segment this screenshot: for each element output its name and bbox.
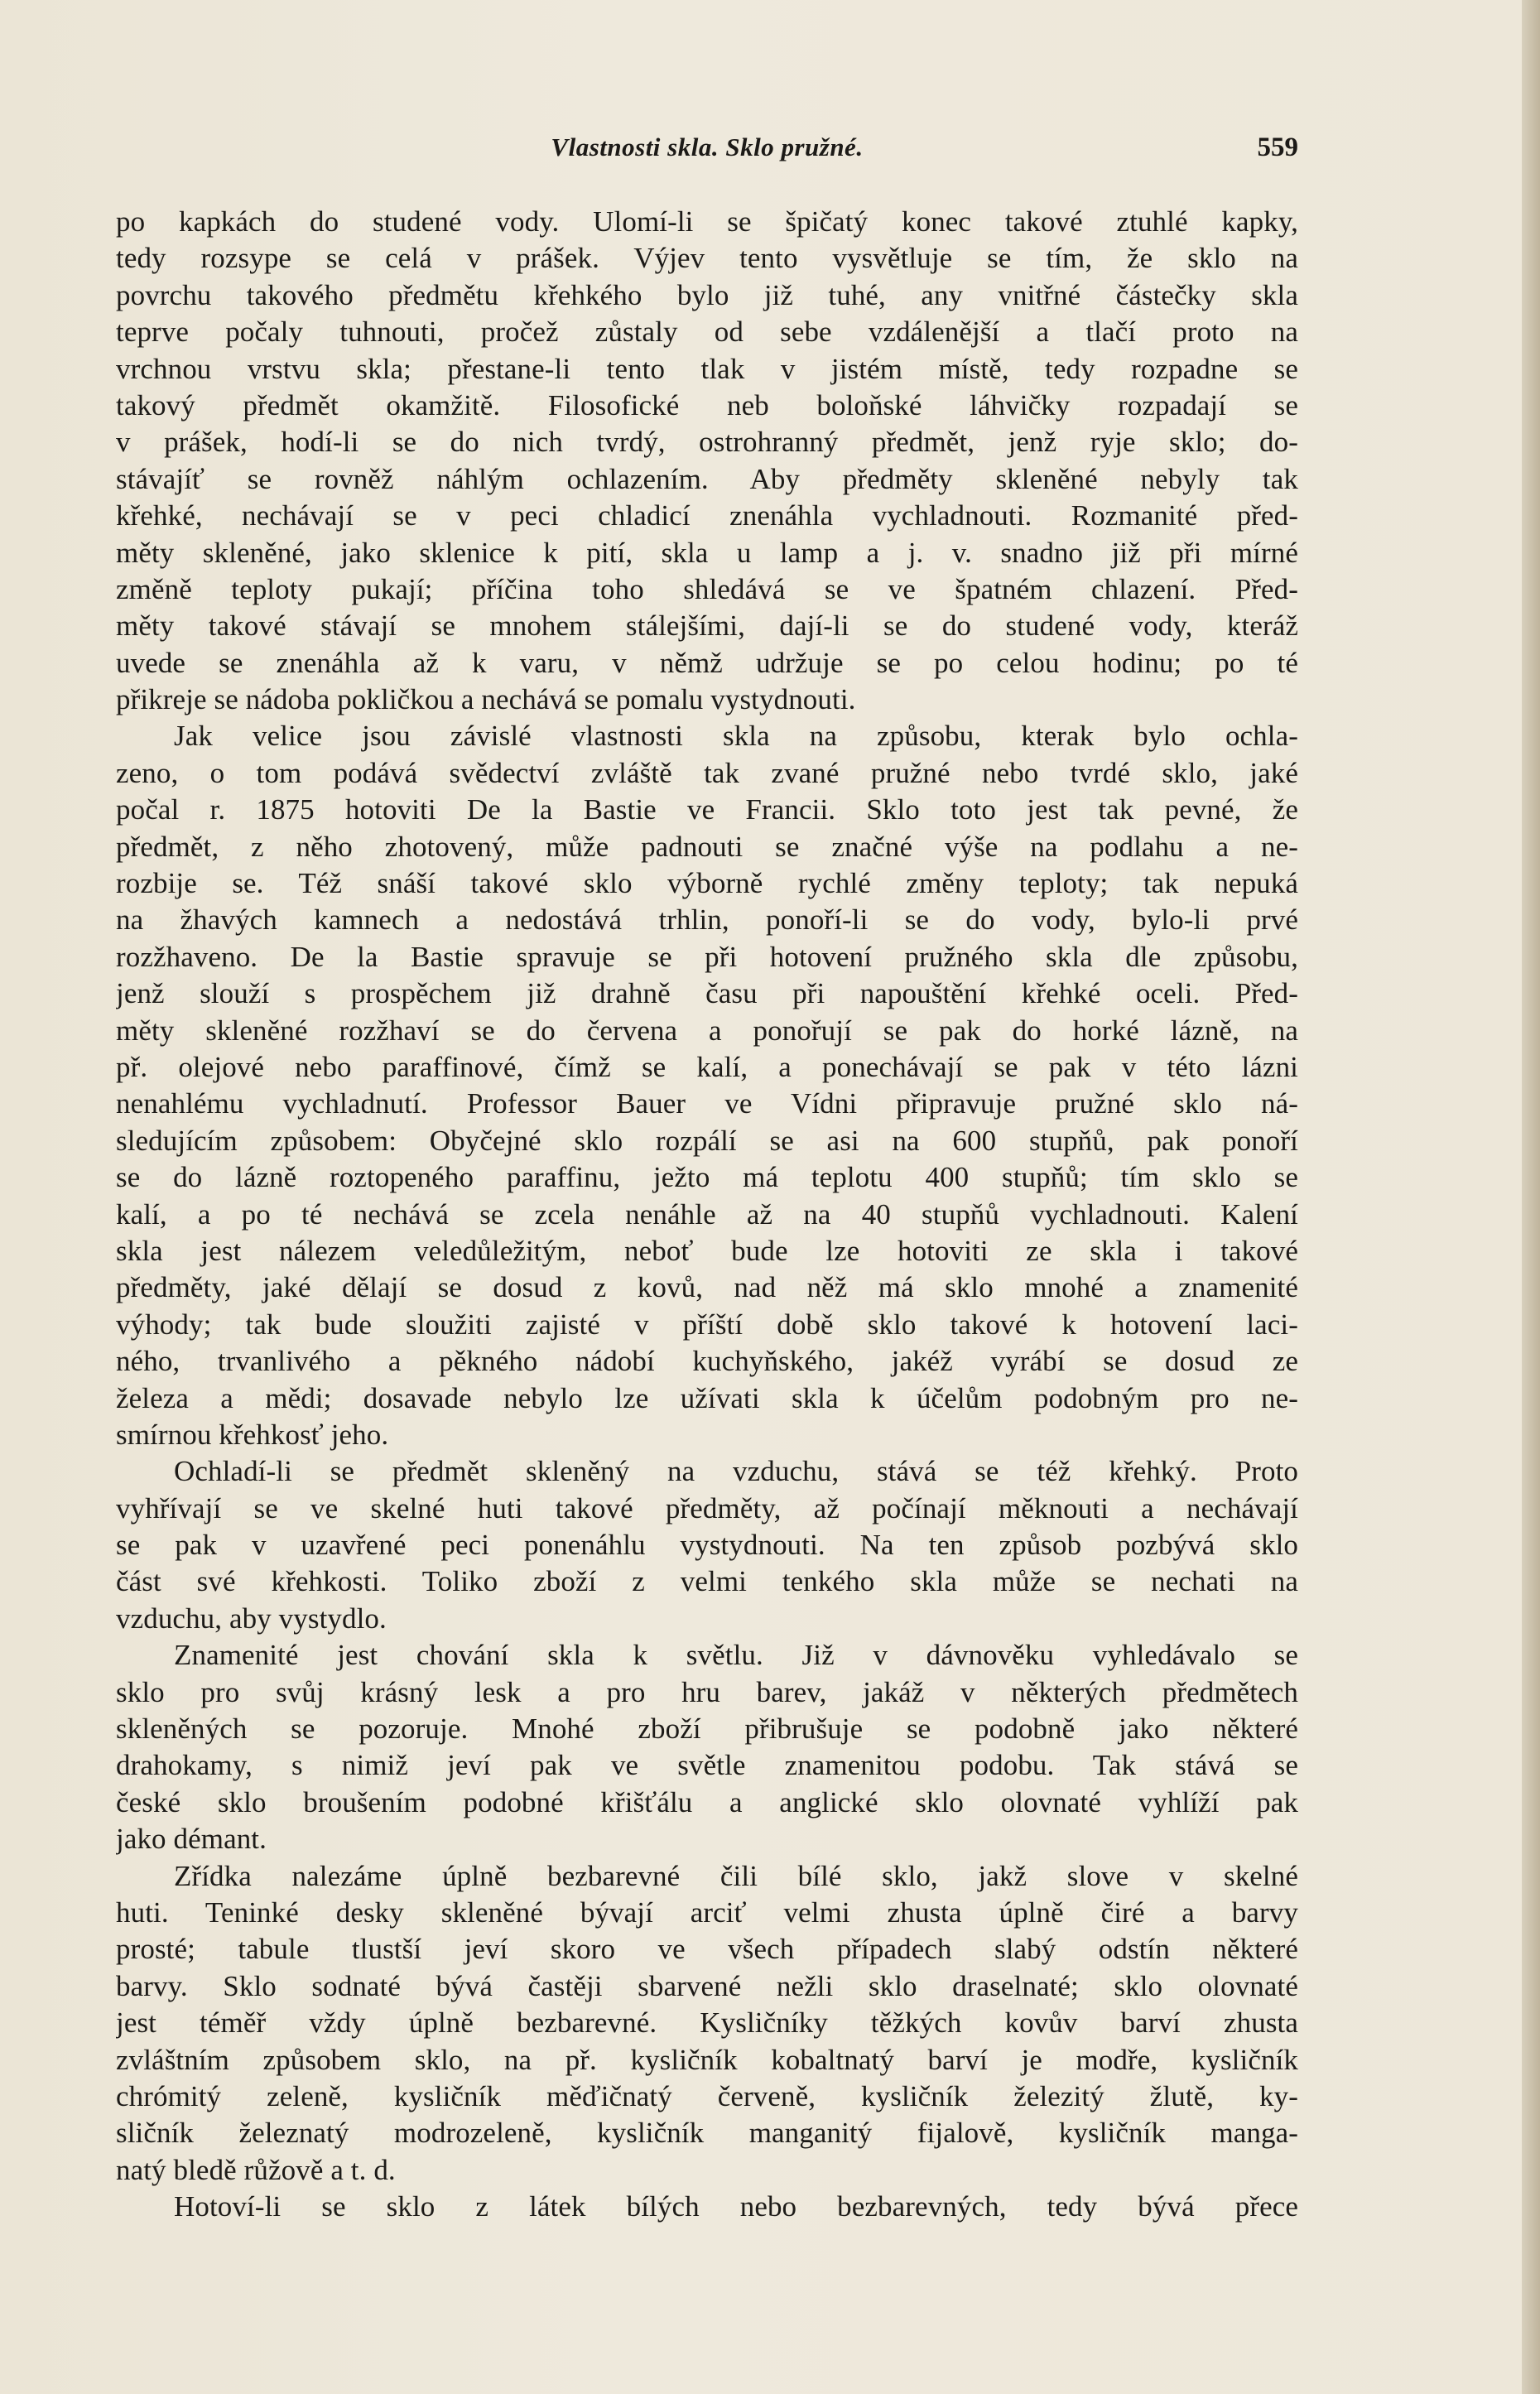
text-line: rozžhaveno. De la Bastie spravuje se při hotovení pružného skla dle způsobu,	[116, 940, 1298, 973]
text-line: změně teploty pukají; příčina toho shledává se ve špatném chlazení. Před-	[116, 572, 1298, 605]
text-line: povrchu takového předmětu křehkého bylo již tuhé, any vnitřné částečky skla	[116, 278, 1298, 311]
text-line: předměty, jaké dělají se dosud z kovů, nad něž má sklo mnohé a znamenité	[116, 1271, 1298, 1304]
text-line: přikreje se nádoba pokličkou a nechává se pomalu vystydnouti.	[116, 683, 856, 716]
text-line: př. olejové nebo paraffinové, čímž se kalí, a ponechávají se pak v této lázni	[116, 1050, 1298, 1083]
text-line: zvláštním způsobem sklo, na př. kysličník kobaltnatý barví je modře, kysličník	[116, 2043, 1298, 2076]
running-head: Vlastnosti skla. Sklo pružné.	[551, 132, 864, 161]
text-line: po kapkách do studené vody. Ulomí-li se špičatý konec takové ztuhlé kapky,	[116, 205, 1298, 238]
text-line: uvede se znenáhla až k varu, v němž udržuje se po celou hodinu; po té	[116, 646, 1298, 679]
text-line: v prášek, hodí-li se do nich tvrdý, ostrohranný předmět, jenž ryje sklo; do-	[116, 426, 1298, 459]
text-line: zeno, o tom podává svědectví zvláště tak zvané pružné nebo tvrdé sklo, jaké	[116, 756, 1298, 789]
text-line: počal r. 1875 hotoviti De la Bastie ve Francii. Sklo toto jest tak pevné, že	[116, 793, 1298, 826]
text-line: takový předmět okamžitě. Filosofické neb boloňské láhvičky rozpadají se	[116, 388, 1298, 421]
text-line: nenahlému vychladnutí. Professor Bauer ve Vídni připravuje pružné sklo ná-	[116, 1087, 1298, 1120]
text-line: jest téměř vždy úplně bezbarevné. Kysličníky těžkých kovův barví zhusta	[116, 2006, 1298, 2040]
text-line: křehké, nechávají se v peci chladicí znenáhla vychladnouti. Rozmanité před-	[116, 499, 1298, 532]
text-line: železa a mědi; dosavade nebylo lze užívati skla k účelům podobným pro ne-	[116, 1381, 1298, 1414]
page-edge-shadow	[1522, 0, 1540, 2394]
text-line: výhody; tak bude sloužiti zajisté v příští době sklo takové k hotovení laci-	[116, 1308, 1298, 1341]
text-line: skleněných se pozoruje. Mnohé zboží přibrušuje se podobně jako některé	[116, 1712, 1298, 1746]
text-line: předmět, z něho zhotovený, může padnouti se značné výše na podlahu a ne-	[116, 830, 1298, 863]
text-line: vyhřívají se ve skelné huti takové předměty, až počínají měknouti a nechávají	[116, 1491, 1298, 1525]
text-line: sličník železnatý modrozeleně, kysličník manganitý fijalově, kysličník manga-	[116, 2117, 1298, 2150]
page-number: 559	[1257, 132, 1298, 162]
text-line: drahokamy, s nimiž jeví pak ve světle znamenitou podobu. Tak stává se	[116, 1749, 1298, 1782]
text-line: sklo pro svůj krásný lesk a pro hru barev, jakáž v některých předmětech	[116, 1675, 1298, 1708]
body-text	[116, 204, 1298, 2225]
text-line: Hotoví-li se sklo z látek bílých nebo bezbarevných, tedy bývá přece	[174, 2190, 1298, 2223]
text-line: skla jest nálezem veledůležitým, neboť bude lze hotoviti ze skla i takové	[116, 1234, 1298, 1267]
text-line: rozbije se. Též snáší takové sklo výborně rychlé změny teploty; tak nepuká	[116, 867, 1298, 900]
text-line: Ochladí-li se předmět skleněný na vzduchu, stává se též křehký. Proto	[174, 1455, 1298, 1488]
text-line: vrchnou vrstvu skla; přestane-li tento tlak v jistém místě, tedy rozpadne se	[116, 352, 1298, 385]
text-line: chrómitý zeleně, kysličník měďičnatý červeně, kysličník železitý žlutě, ky-	[116, 2079, 1298, 2112]
text-line: na žhavých kamnech a nedostává trhlin, ponoří-li se do vody, bylo-li prvé	[116, 903, 1298, 937]
text-line: měty takové stávají se mnohem stálejšími, dají-li se do studené vody, kteráž	[116, 609, 1298, 643]
page-header	[116, 132, 1298, 169]
text-line: prosté; tabule tlustší jeví skoro ve všech případech slabý odstín některé	[116, 1933, 1298, 1966]
text-line: teprve počaly tuhnouti, pročež zůstaly od sebe vzdálenější a tlačí proto na	[116, 316, 1298, 349]
text-line: se pak v uzavřené peci ponenáhlu vystydnouti. Na ten způsob pozbývá sklo	[116, 1529, 1298, 1562]
text-line: Jak velice jsou závislé vlastnosti skla na způsobu, kterak bylo ochla-	[174, 720, 1298, 753]
text-line: Znamenité jest chování skla k světlu. Již v dávnověku vyhledávalo se	[174, 1639, 1298, 1672]
text-line: natý bledě růžově a t. d.	[116, 2153, 396, 2186]
text-line: měty skleněné, jako sklenice k pití, skla u lamp a j. v. snadno již při mírné	[116, 536, 1298, 569]
text-line: ného, trvanlivého a pěkného nádobí kuchyňského, jakéž vyrábí se dosud ze	[116, 1345, 1298, 1378]
text-line: huti. Teninké desky skleněné bývají arciť velmi zhusta úplně čiré a barvy	[116, 1895, 1298, 1929]
text-line: jenž slouží s prospěchem již drahně času při napouštění křehké oceli. Před-	[116, 977, 1298, 1010]
text-line: měty skleněné rozžhaví se do červena a ponořují se pak do horké lázně, na	[116, 1014, 1298, 1047]
text-line: Zřídka nalezáme úplně bezbarevné čili bílé sklo, jakž slove v skelné	[174, 1859, 1298, 1892]
text-line: české sklo broušením podobné křišťálu a anglické sklo olovnaté vyhlíží pak	[116, 1785, 1298, 1818]
text-line: stávajíť se rovněž náhlým ochlazením. Aby předměty skleněné nebyly tak	[116, 462, 1298, 495]
text-line: tedy rozsype se celá v prášek. Výjev tento vysvětluje se tím, že sklo na	[116, 242, 1298, 275]
text-line: vzduchu, aby vystydlo.	[116, 1602, 387, 1635]
text-line: část své křehkosti. Toliko zboží z velmi tenkého skla může se nechati na	[116, 1565, 1298, 1598]
text-line: jako démant.	[116, 1823, 267, 1856]
text-line: kalí, a po té nechává se zcela nenáhle až na 40 stupňů vychladnouti. Kalení	[116, 1197, 1298, 1231]
text-line: barvy. Sklo sodnaté bývá častěji sbarvené nežli sklo draselnaté; sklo olovnaté	[116, 1969, 1298, 2002]
text-line: se do lázně roztopeného paraffinu, ježto má teplotu 400 stupňů; tím sklo se	[116, 1161, 1298, 1194]
text-line: sledujícím způsobem: Obyčejné sklo rozpálí se asi na 600 stupňů, pak ponoří	[116, 1124, 1298, 1157]
text-line: smírnou křehkosť jeho.	[116, 1418, 389, 1451]
